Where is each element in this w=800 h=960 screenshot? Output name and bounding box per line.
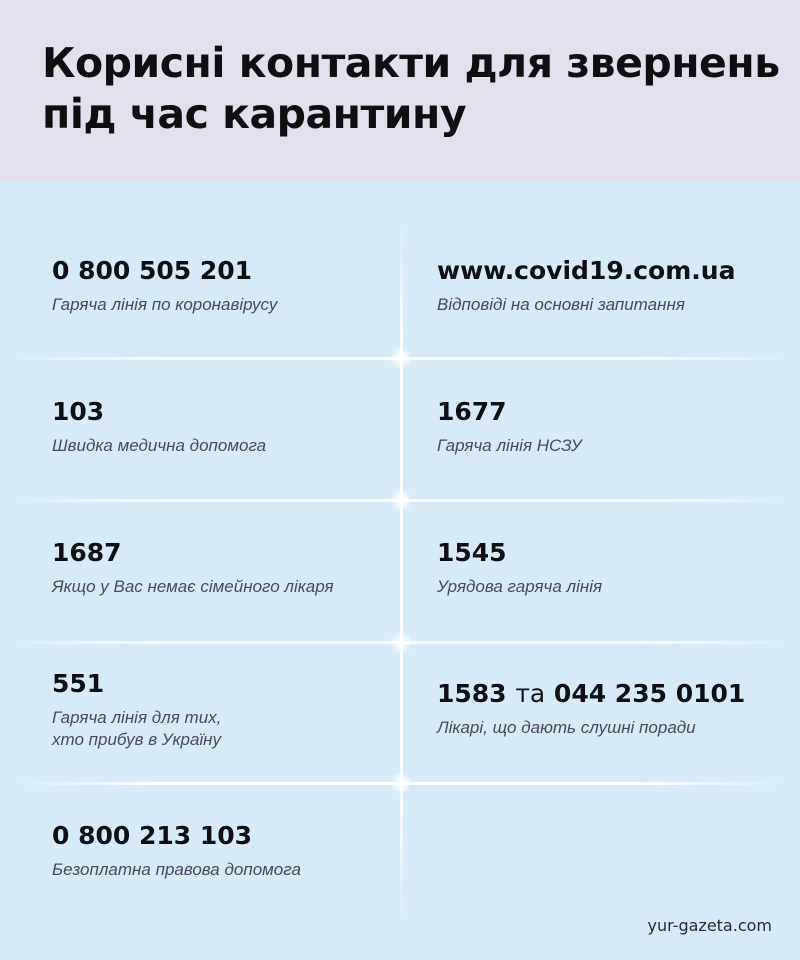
contact-card: [437, 679, 745, 739]
contact-description-text: Урядова гаряча лінія: [437, 577, 603, 596]
header-banner: [0, 0, 800, 182]
contact-description-text: Відповіді на основні запитання: [437, 295, 685, 314]
contact-description: [52, 859, 301, 881]
contact-number[interactable]: 1677: [437, 397, 507, 426]
contact-card: [437, 397, 582, 457]
contact-description: [437, 576, 602, 598]
contact-number[interactable]: 1687: [52, 538, 122, 567]
page-title-line-2: під час карантину: [42, 90, 467, 138]
contact-card: [437, 538, 602, 598]
contact-number[interactable]: 0 800 213 103: [52, 821, 253, 850]
contact-description: [437, 294, 735, 316]
contact-number[interactable]: 103: [52, 397, 105, 426]
contact-description-text: Гаряча лінія по коронавірусу: [52, 295, 278, 314]
page-title: [42, 38, 780, 140]
contact-description-text: Швидка медична допомога: [52, 436, 267, 455]
contact-number[interactable]: 0 800 505 201: [52, 256, 253, 285]
contact-card: [437, 256, 735, 316]
contact-card: [52, 669, 221, 751]
contact-number[interactable]: 1545: [437, 538, 507, 567]
number-conjunction: та: [515, 679, 546, 708]
divider-glow: [389, 488, 413, 512]
contact-number[interactable]: 044 235 0101: [553, 679, 746, 708]
contact-description: [437, 435, 582, 457]
contact-card: [52, 821, 301, 881]
contact-card: [52, 256, 277, 316]
divider-glow: [389, 346, 413, 370]
contact-description-text: Лікарі, що дають слушні поради: [437, 718, 696, 737]
contact-number[interactable]: 1583: [437, 679, 507, 708]
contact-description: [52, 435, 266, 457]
divider-glow: [389, 630, 413, 654]
contact-description-text: Якщо у Вас немає сімейного лікаря: [52, 577, 334, 596]
contact-description-line-1: Гаряча лінія для тих,: [52, 708, 222, 727]
source-site-link[interactable]: yur-gazeta.com: [647, 916, 772, 935]
page-title-line-1: Корисні контакти для звернень: [42, 39, 780, 87]
contact-description: [437, 717, 745, 739]
contact-description-text: Гаряча лінія НСЗУ: [437, 436, 582, 455]
contact-card: [52, 538, 334, 598]
contact-description: [52, 707, 221, 751]
contact-description-line-2: хто прибув в Україну: [52, 730, 222, 749]
contact-number-pair: [437, 679, 745, 709]
contact-description: [52, 294, 277, 316]
contact-description-text: Безоплатна правова допомога: [52, 860, 301, 879]
contact-number[interactable]: 551: [52, 669, 105, 698]
contact-card: [52, 397, 266, 457]
divider-glow: [389, 771, 413, 795]
contact-description: [52, 576, 334, 598]
contact-website-link[interactable]: www.covid19.com.ua: [437, 256, 736, 285]
column-divider: [400, 222, 403, 922]
